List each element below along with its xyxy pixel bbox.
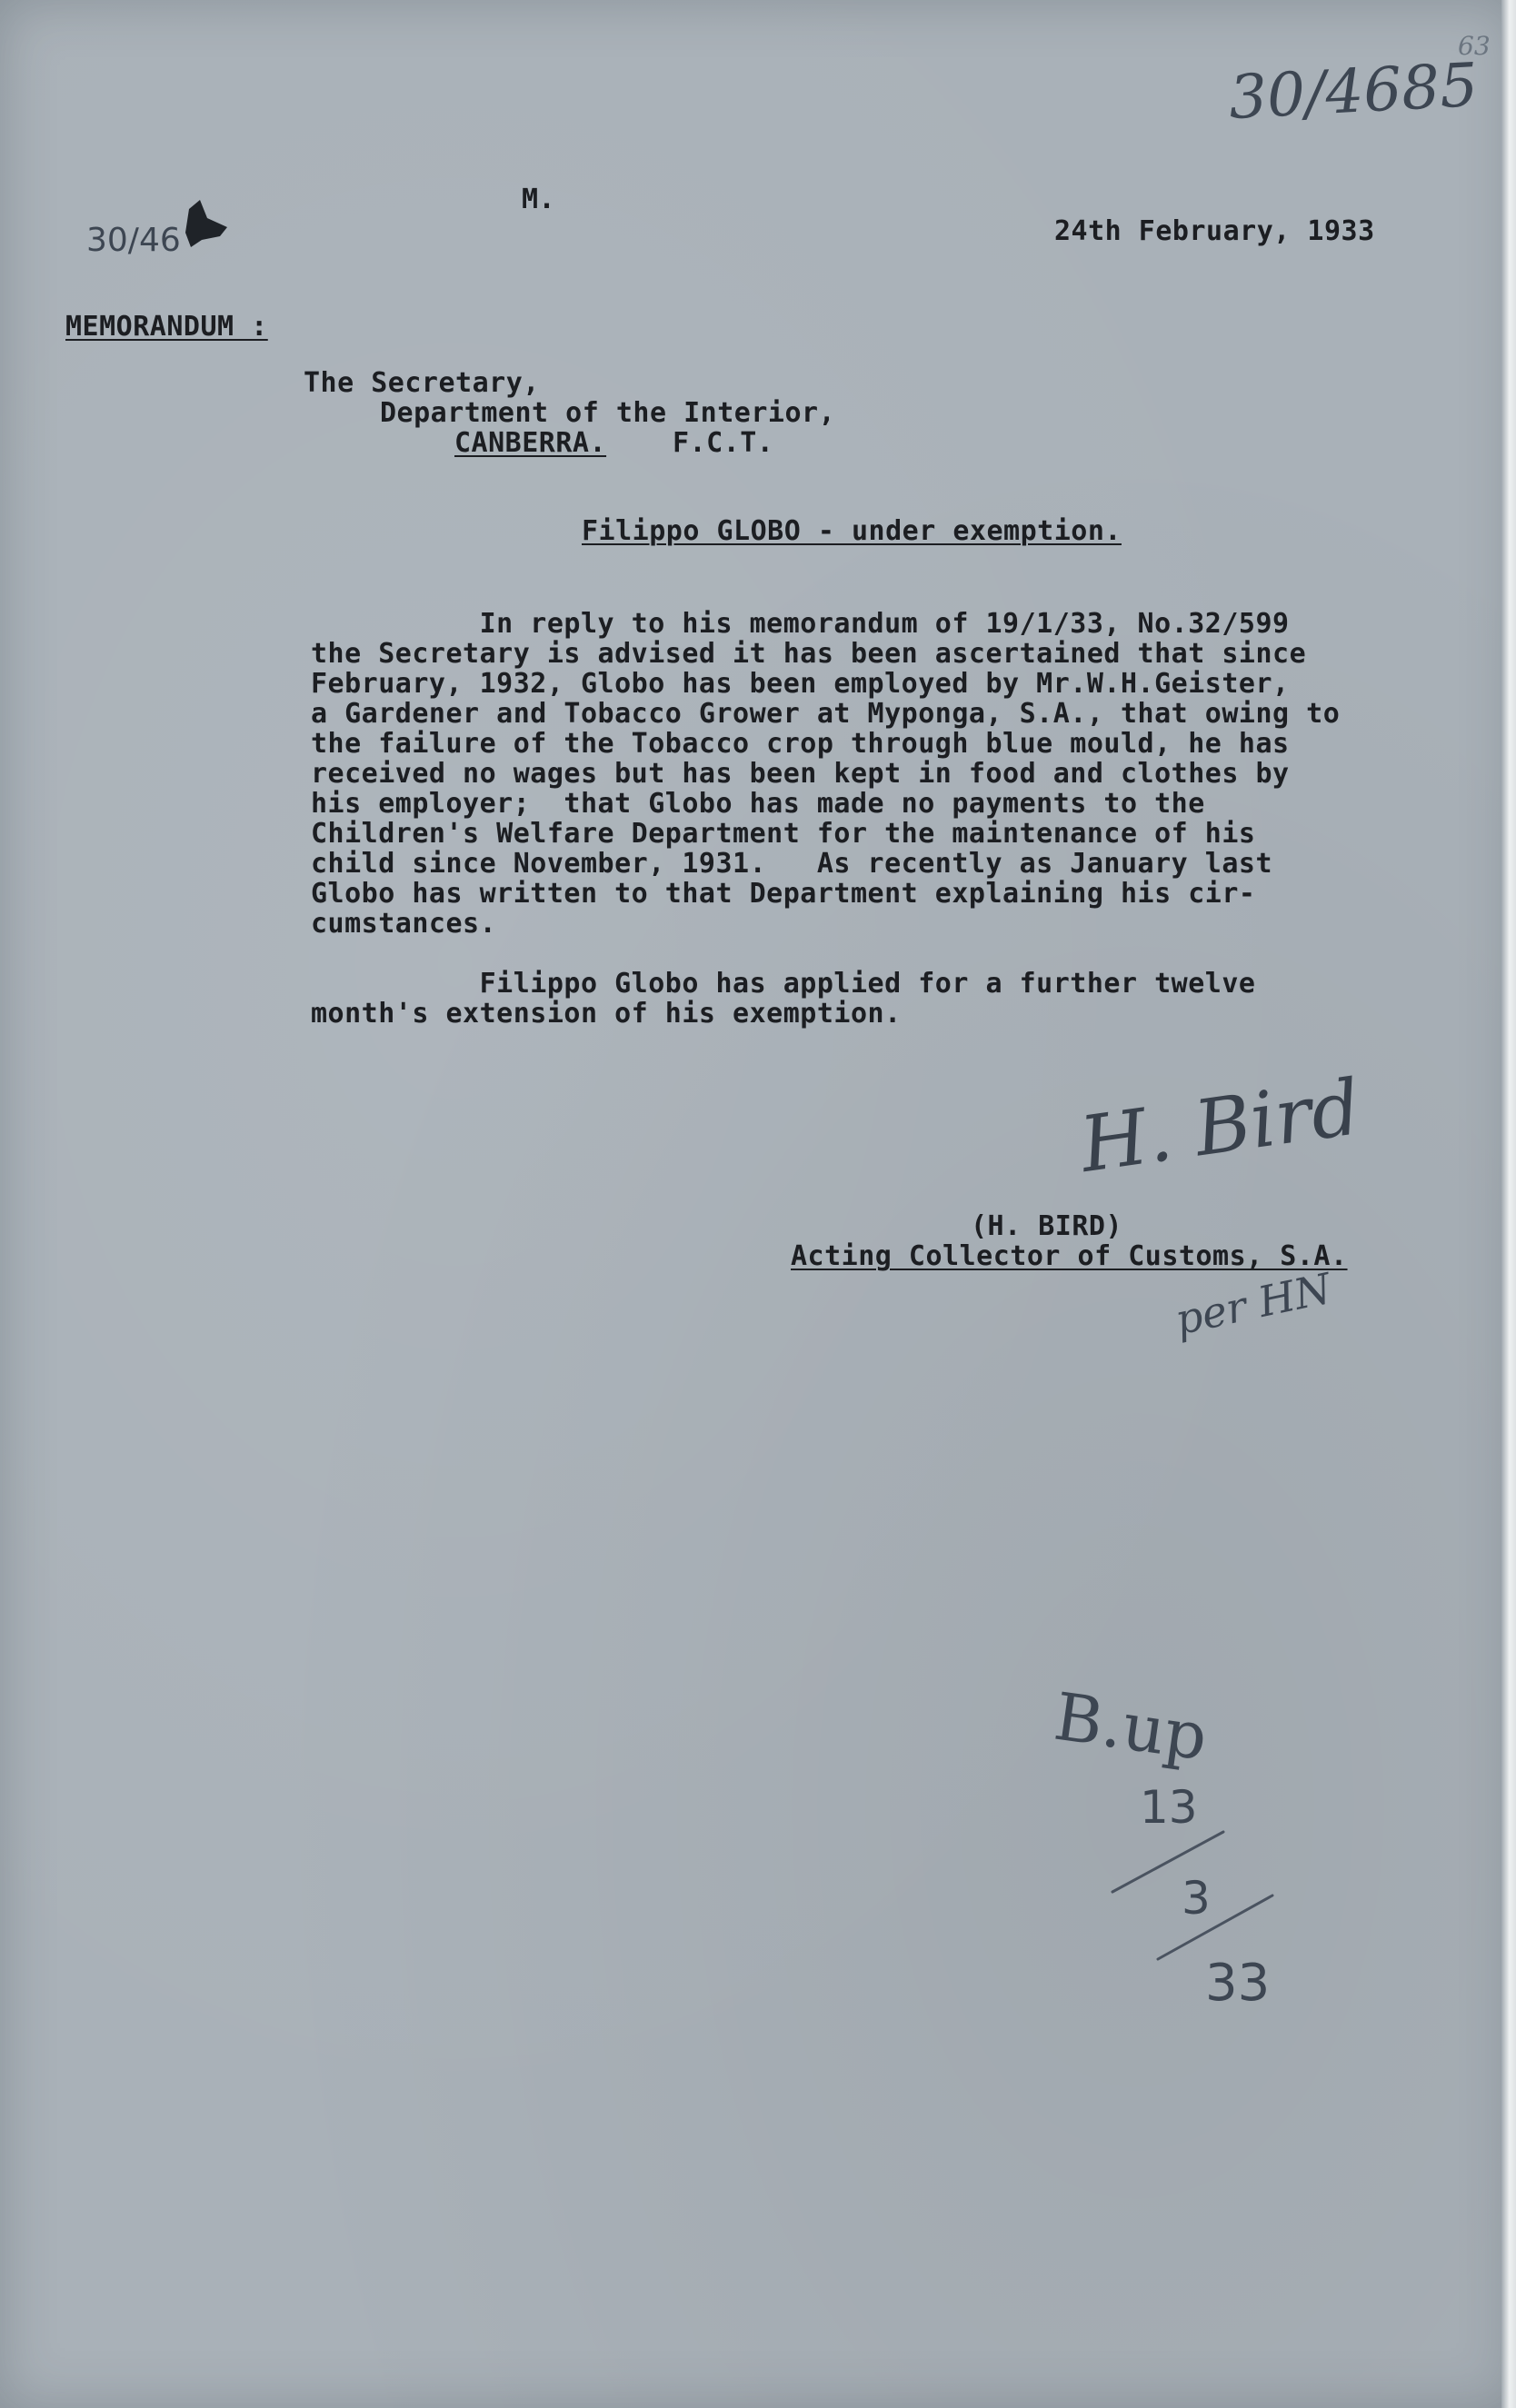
bring-up-date-day: 13 — [1140, 1781, 1198, 1834]
initials-annotation: per HN — [1171, 1263, 1336, 1345]
bring-up-date-month: 3 — [1182, 1872, 1211, 1925]
bring-up-date-year: 33 — [1205, 1954, 1271, 2013]
ink-blot — [173, 193, 245, 256]
page-edge — [1501, 0, 1516, 2408]
file-number-left: 30/46 — [86, 222, 181, 259]
body-paragraph-2 — [311, 969, 1447, 1029]
signature-handwritten: H. Bird — [1074, 1061, 1366, 1190]
memo-date: 24th February, 1933 — [1054, 215, 1375, 247]
body-line: child since November, 1931. As recently as January last — [311, 848, 1273, 880]
body-line: his employer; that Globo has made no payments to the — [311, 788, 1205, 820]
memorandum-label: MEMORANDUM : — [65, 311, 268, 343]
body-line: Globo has written to that Department explaining his cir- — [311, 878, 1256, 910]
body-line: a Gardener and Tobacco Grower at Myponga, S.A., that owing to — [311, 698, 1341, 730]
body-line: Children's Welfare Department for the maintenance of his — [311, 818, 1256, 850]
body-paragraph-1 — [311, 609, 1447, 939]
body-line: In reply to his memorandum of 19/1/33, No.32/599 — [311, 608, 1290, 640]
date-slash-1 — [1109, 1826, 1236, 1899]
subject-line: Filippo GLOBO - under exemption. — [582, 515, 1122, 547]
addressee-city: CANBERRA. — [454, 427, 607, 459]
addressee-line-1: The Secretary, — [304, 367, 540, 399]
body-line: Filippo Globo has applied for a further twelve — [311, 968, 1256, 1000]
signatory-title: Acting Collector of Customs, S.A. — [791, 1240, 1348, 1272]
addressee-territory: F.C.T. — [673, 427, 774, 459]
bring-up-note: B.up — [1049, 1677, 1212, 1776]
signatory-name: (H. BIRD) — [971, 1210, 1123, 1242]
body-line: the failure of the Tobacco crop through blue mould, he has — [311, 728, 1290, 760]
body-line: the Secretary is advised it has been ascertained that since — [311, 638, 1307, 670]
page-number: 63 — [1458, 31, 1491, 61]
body-line: February, 1932, Globo has been employed by Mr.W.H.Geister, — [311, 668, 1290, 700]
file-number-top: 30/4685 — [1227, 49, 1481, 134]
addressee-line-2: Department of the Interior, — [380, 397, 836, 429]
registry-letter: M. — [522, 184, 556, 215]
body-line: month's extension of his exemption. — [311, 998, 902, 1030]
body-line: received no wages but has been kept in food and clothes by — [311, 758, 1290, 790]
body-line: cumstances. — [311, 908, 497, 940]
